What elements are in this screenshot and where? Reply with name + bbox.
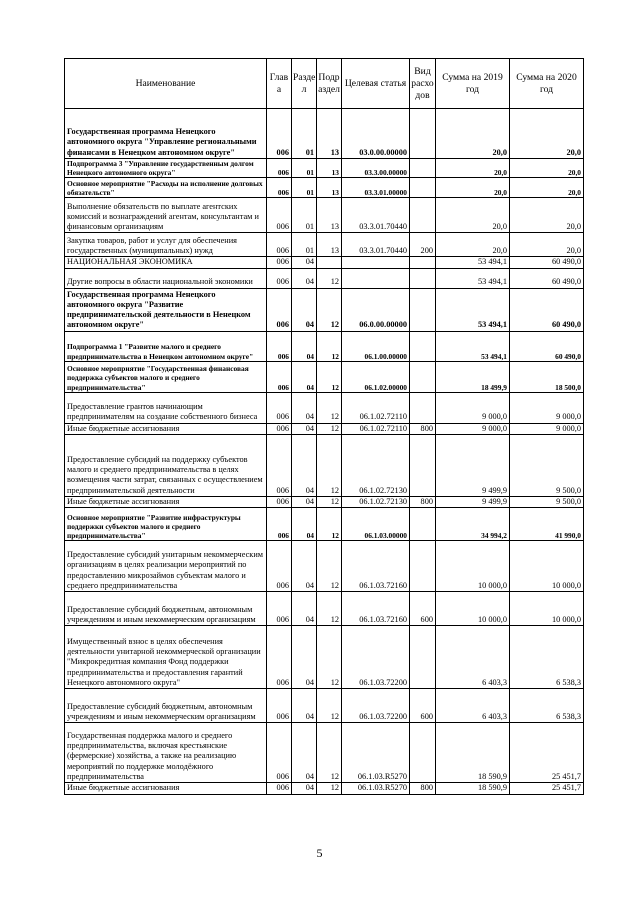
cell-razdel: 04 — [292, 257, 317, 268]
cell-glava: 006 — [267, 435, 292, 497]
cell-sum-2019: 9 000,0 — [436, 423, 510, 434]
cell-glava: 006 — [267, 592, 292, 626]
cell-target: 03.3.01.70440 — [342, 198, 410, 233]
cell-target: 06.1.02.72130 — [342, 435, 410, 497]
cell-target: 06.1.03.00000 — [342, 508, 410, 541]
cell-glava: 006 — [267, 331, 292, 361]
cell-target: 03.3.01.00000 — [342, 178, 410, 198]
header-sum-2020: Сумма на 2020 год — [510, 59, 584, 109]
cell-vid — [410, 288, 436, 331]
cell-name: Предоставление субсидий унитарным некоммерческим организациям в целях реализации мероприятий по предоставлению микрозаймов субъектам малого и среднего предпринимательства — [65, 541, 267, 592]
cell-glava: 006 — [267, 497, 292, 508]
cell-podrazdel: 12 — [317, 361, 342, 392]
cell-name: Государственная программа Ненецкого автономного округа "Развитие предпринимательской деятельности в Ненецком автономном округе" — [65, 288, 267, 331]
cell-target: 06.1.02.72110 — [342, 392, 410, 423]
cell-name: Основное мероприятие "Государственная финансовая поддержка субъектов малого и среднего предпринимательства" — [65, 361, 267, 392]
cell-podrazdel: 12 — [317, 541, 342, 592]
cell-sum-2020: 20,0 — [510, 109, 584, 159]
cell-podrazdel: 12 — [317, 331, 342, 361]
cell-name: Предоставление субсидий на поддержку субъектов малого и среднего предпринимательства в целях возмещения части затрат, связанных с осуществлением предпринимательской деятельности — [65, 435, 267, 497]
cell-vid — [410, 198, 436, 233]
cell-name: Имущественный взнос в целях обеспечения деятельности унитарной некоммерческой организации "Микрокредитная компания Фонд поддержки предпринимательства и предоставления гарантий Ненецкого автономного округа" — [65, 626, 267, 689]
cell-razdel: 04 — [292, 361, 317, 392]
cell-sum-2019: 18 499,9 — [436, 361, 510, 392]
table-row — [65, 233, 584, 257]
cell-vid — [410, 626, 436, 689]
cell-podrazdel: 13 — [317, 159, 342, 178]
header-podrazdel: Подр аздел — [317, 59, 342, 109]
header-razdel: Разде л — [292, 59, 317, 109]
cell-sum-2020: 60 490,0 — [510, 257, 584, 268]
cell-name: Государственная поддержка малого и среднего предпринимательства, включая крестьянские (фермерские) хозяйства, а также на реализацию мероприятий по поддержке молодёжного предпринимательства — [65, 723, 267, 783]
table-row — [65, 423, 584, 434]
table-row — [65, 109, 584, 159]
cell-sum-2020: 9 000,0 — [510, 423, 584, 434]
cell-sum-2019: 10 000,0 — [436, 592, 510, 626]
cell-razdel: 01 — [292, 233, 317, 257]
cell-vid — [410, 257, 436, 268]
cell-glava: 006 — [267, 268, 292, 288]
cell-sum-2019: 53 494,1 — [436, 268, 510, 288]
cell-sum-2020: 20,0 — [510, 159, 584, 178]
cell-razdel: 04 — [292, 592, 317, 626]
cell-name: Другие вопросы в области национальной экономики — [65, 268, 267, 288]
cell-razdel: 01 — [292, 198, 317, 233]
cell-sum-2020: 25 451,7 — [510, 783, 584, 794]
cell-sum-2020: 10 000,0 — [510, 541, 584, 592]
table-row — [65, 159, 584, 178]
table-row — [65, 592, 584, 626]
cell-vid — [410, 178, 436, 198]
cell-sum-2020: 9 500,0 — [510, 497, 584, 508]
cell-target: 06.1.02.72110 — [342, 423, 410, 434]
header-vid: Вид расхо дов — [410, 59, 436, 109]
cell-vid — [410, 361, 436, 392]
cell-sum-2020: 18 500,0 — [510, 361, 584, 392]
cell-podrazdel: 12 — [317, 723, 342, 783]
cell-podrazdel: 12 — [317, 783, 342, 794]
cell-razdel: 04 — [292, 268, 317, 288]
cell-target: 06.1.03.72160 — [342, 541, 410, 592]
table-row — [65, 257, 584, 268]
cell-podrazdel: 13 — [317, 198, 342, 233]
header-name: Наименование — [65, 59, 267, 109]
cell-sum-2020: 25 451,7 — [510, 723, 584, 783]
cell-razdel: 04 — [292, 435, 317, 497]
cell-podrazdel: 12 — [317, 592, 342, 626]
cell-glava: 006 — [267, 361, 292, 392]
cell-podrazdel: 12 — [317, 497, 342, 508]
cell-sum-2019: 9 499,9 — [436, 435, 510, 497]
header-glava: Глав а — [267, 59, 292, 109]
cell-podrazdel: 12 — [317, 392, 342, 423]
cell-target: 06.1.02.72130 — [342, 497, 410, 508]
table-row — [65, 361, 584, 392]
cell-razdel: 01 — [292, 159, 317, 178]
cell-vid — [410, 268, 436, 288]
cell-sum-2020: 6 538,3 — [510, 689, 584, 723]
cell-glava: 006 — [267, 233, 292, 257]
cell-target — [342, 268, 410, 288]
cell-name: Основное мероприятие "Развитие инфраструктуры поддержки субъектов малого и среднего предпринимательства" — [65, 508, 267, 541]
cell-name: Иные бюджетные ассигнования — [65, 783, 267, 794]
cell-sum-2020: 20,0 — [510, 178, 584, 198]
cell-target: 06.1.03.72160 — [342, 592, 410, 626]
cell-razdel: 04 — [292, 541, 317, 592]
cell-sum-2020: 60 490,0 — [510, 331, 584, 361]
table-row — [65, 783, 584, 794]
cell-name: Предоставление субсидий бюджетным, автономным учреждениям и иным некоммерческим организациям — [65, 689, 267, 723]
cell-glava: 006 — [267, 508, 292, 541]
table-row — [65, 435, 584, 497]
header-target: Целевая статья — [342, 59, 410, 109]
cell-glava: 006 — [267, 723, 292, 783]
cell-target: 06.1.02.00000 — [342, 361, 410, 392]
cell-glava: 006 — [267, 392, 292, 423]
cell-razdel: 04 — [292, 423, 317, 434]
cell-vid: 800 — [410, 497, 436, 508]
cell-podrazdel: 12 — [317, 423, 342, 434]
cell-name: Предоставление грантов начинающим предпринимателям на создание собственного бизнеса — [65, 392, 267, 423]
cell-podrazdel: 12 — [317, 689, 342, 723]
cell-glava: 006 — [267, 541, 292, 592]
table-row — [65, 268, 584, 288]
cell-vid: 800 — [410, 423, 436, 434]
page-number: 5 — [316, 846, 323, 860]
cell-target: 06.1.03.R5270 — [342, 723, 410, 783]
cell-vid — [410, 541, 436, 592]
cell-sum-2019: 10 000,0 — [436, 541, 510, 592]
cell-sum-2020: 10 000,0 — [510, 592, 584, 626]
cell-podrazdel — [317, 257, 342, 268]
cell-vid — [410, 331, 436, 361]
cell-name: Основное мероприятие "Расходы на исполнение долговых обязательств" — [65, 178, 267, 198]
document-page — [64, 58, 583, 795]
cell-sum-2020: 60 490,0 — [510, 268, 584, 288]
cell-razdel: 04 — [292, 392, 317, 423]
cell-glava: 006 — [267, 689, 292, 723]
cell-podrazdel: 12 — [317, 508, 342, 541]
cell-target — [342, 257, 410, 268]
cell-sum-2019: 6 403,3 — [436, 689, 510, 723]
cell-razdel: 04 — [292, 723, 317, 783]
cell-target: 03.3.00.00000 — [342, 159, 410, 178]
cell-sum-2019: 9 000,0 — [436, 392, 510, 423]
cell-sum-2019: 53 494,1 — [436, 257, 510, 268]
cell-sum-2020: 41 990,0 — [510, 508, 584, 541]
cell-vid — [410, 723, 436, 783]
cell-vid — [410, 508, 436, 541]
cell-target: 06.1.03.R5270 — [342, 783, 410, 794]
cell-podrazdel: 13 — [317, 233, 342, 257]
cell-target: 06.1.00.00000 — [342, 331, 410, 361]
cell-podrazdel: 12 — [317, 288, 342, 331]
cell-razdel: 04 — [292, 626, 317, 689]
cell-target: 03.3.01.70440 — [342, 233, 410, 257]
cell-vid: 200 — [410, 233, 436, 257]
cell-sum-2020: 6 538,3 — [510, 626, 584, 689]
cell-name: Иные бюджетные ассигнования — [65, 497, 267, 508]
budget-table — [64, 58, 584, 795]
cell-sum-2019: 20,0 — [436, 109, 510, 159]
cell-sum-2019: 20,0 — [436, 233, 510, 257]
cell-name: Подпрограмма 1 "Развитие малого и среднего предпринимательства в Ненецком автономном округе" — [65, 331, 267, 361]
cell-sum-2019: 20,0 — [436, 159, 510, 178]
cell-razdel: 04 — [292, 288, 317, 331]
cell-podrazdel: 13 — [317, 109, 342, 159]
cell-razdel: 04 — [292, 497, 317, 508]
cell-vid — [410, 109, 436, 159]
cell-target: 03.0.00.00000 — [342, 109, 410, 159]
cell-sum-2019: 53 494,1 — [436, 288, 510, 331]
cell-target: 06.1.03.72200 — [342, 689, 410, 723]
cell-glava: 006 — [267, 159, 292, 178]
cell-vid — [410, 159, 436, 178]
cell-glava: 006 — [267, 198, 292, 233]
cell-razdel: 04 — [292, 689, 317, 723]
cell-target: 06.1.03.72200 — [342, 626, 410, 689]
cell-razdel: 01 — [292, 109, 317, 159]
cell-podrazdel: 12 — [317, 435, 342, 497]
cell-glava: 006 — [267, 783, 292, 794]
table-row — [65, 689, 584, 723]
cell-glava: 006 — [267, 257, 292, 268]
table-row — [65, 723, 584, 783]
table-row — [65, 626, 584, 689]
cell-sum-2019: 18 590,9 — [436, 783, 510, 794]
cell-sum-2020: 20,0 — [510, 198, 584, 233]
cell-sum-2019: 34 994,2 — [436, 508, 510, 541]
cell-sum-2019: 18 590,9 — [436, 723, 510, 783]
cell-sum-2019: 6 403,3 — [436, 626, 510, 689]
cell-podrazdel: 13 — [317, 178, 342, 198]
cell-razdel: 04 — [292, 508, 317, 541]
cell-razdel: 01 — [292, 178, 317, 198]
cell-sum-2020: 20,0 — [510, 233, 584, 257]
cell-sum-2020: 9 000,0 — [510, 392, 584, 423]
cell-name: НАЦИОНАЛЬНАЯ ЭКОНОМИКА — [65, 257, 267, 268]
table-row — [65, 497, 584, 508]
cell-glava: 006 — [267, 423, 292, 434]
cell-razdel: 04 — [292, 783, 317, 794]
cell-sum-2019: 53 494,1 — [436, 331, 510, 361]
cell-glava: 006 — [267, 109, 292, 159]
cell-vid — [410, 392, 436, 423]
cell-name: Выполнение обязательств по выплате агентских комиссий и вознаграждений агентам, консультантам и финансовым организациям — [65, 198, 267, 233]
table-row — [65, 331, 584, 361]
cell-vid: 800 — [410, 783, 436, 794]
cell-target: 06.0.00.00000 — [342, 288, 410, 331]
cell-sum-2019: 9 499,9 — [436, 497, 510, 508]
table-row — [65, 178, 584, 198]
cell-name: Иные бюджетные ассигнования — [65, 423, 267, 434]
cell-vid — [410, 435, 436, 497]
cell-glava: 006 — [267, 288, 292, 331]
table-row — [65, 392, 584, 423]
cell-podrazdel: 12 — [317, 626, 342, 689]
cell-razdel: 04 — [292, 331, 317, 361]
table-row — [65, 288, 584, 331]
cell-glava: 006 — [267, 178, 292, 198]
table-row — [65, 508, 584, 541]
cell-name: Подпрограмма 3 "Управление государственным долгом Ненецкого автономного округа" — [65, 159, 267, 178]
cell-vid: 600 — [410, 592, 436, 626]
cell-sum-2019: 20,0 — [436, 198, 510, 233]
cell-glava: 006 — [267, 626, 292, 689]
table-row — [65, 198, 584, 233]
cell-name: Государственная программа Ненецкого автономного округа "Управление региональными финансами в Ненецком автономном округе" — [65, 109, 267, 159]
cell-vid: 600 — [410, 689, 436, 723]
cell-sum-2020: 9 500,0 — [510, 435, 584, 497]
cell-podrazdel: 12 — [317, 268, 342, 288]
cell-name: Предоставление субсидий бюджетным, автономным учреждениям и иным некоммерческим организациям — [65, 592, 267, 626]
table-header-row — [65, 59, 584, 109]
cell-sum-2020: 60 490,0 — [510, 288, 584, 331]
cell-sum-2019: 20,0 — [436, 178, 510, 198]
cell-name: Закупка товаров, работ и услуг для обеспечения государственных (муниципальных) нужд — [65, 233, 267, 257]
table-row — [65, 541, 584, 592]
header-sum-2019: Сумма на 2019 год — [436, 59, 510, 109]
